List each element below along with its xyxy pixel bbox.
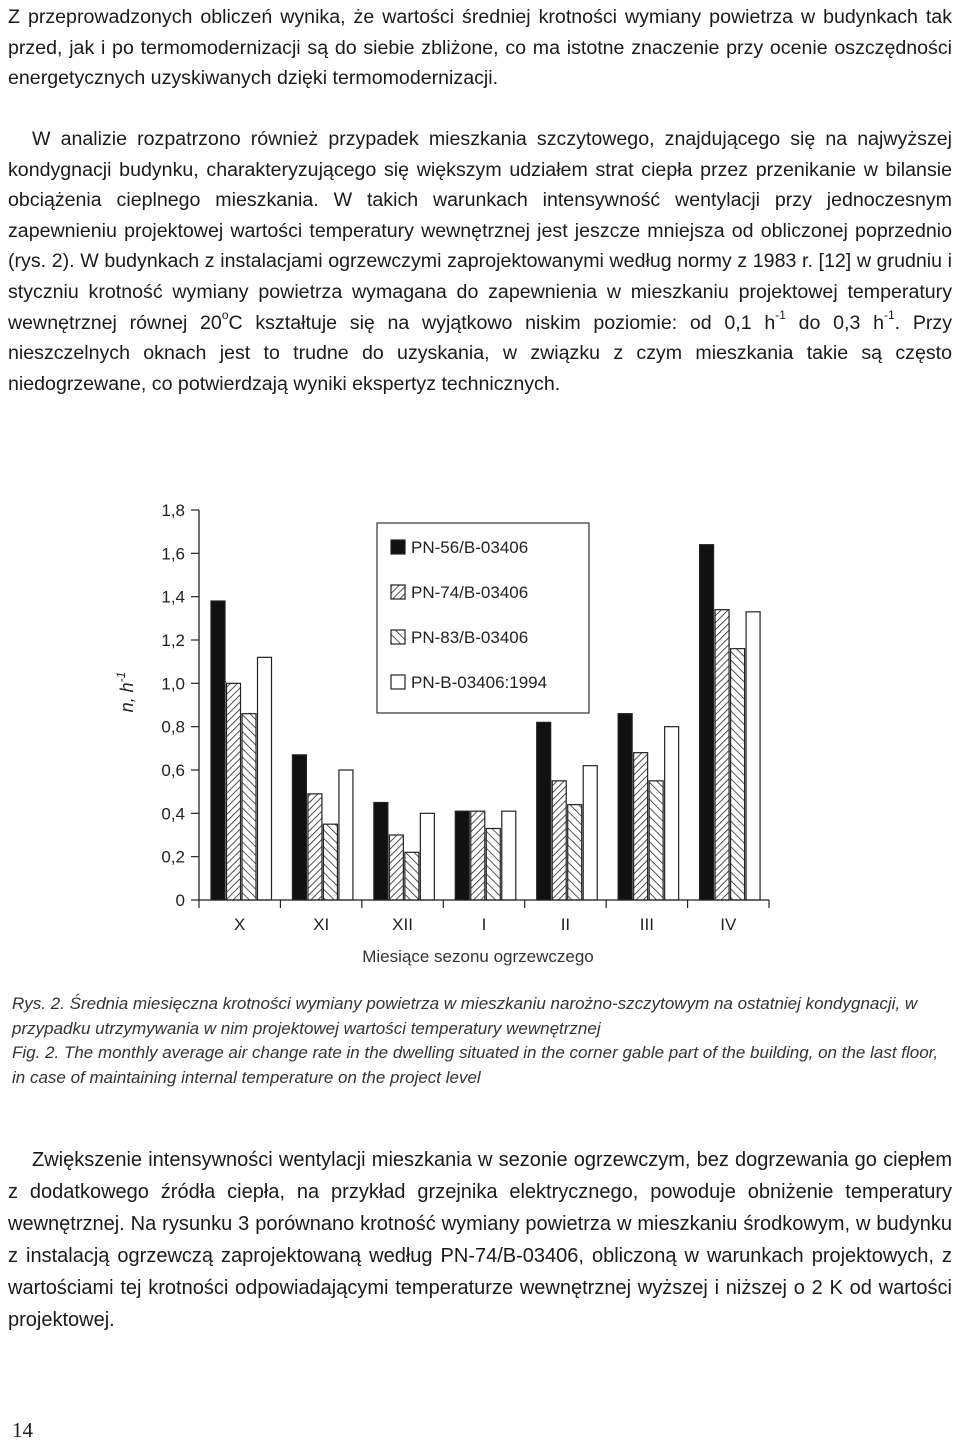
caption-english: Fig. 2. The monthly average air change rate in the dwelling situated in the corner gable part of the building, on the last floor, in case of maintaining internal temperature on the project level: [12, 1043, 939, 1087]
bar-solid-I: [455, 811, 469, 900]
bar-empty-II: [583, 766, 597, 900]
bar-hatch-left-I: [486, 829, 500, 901]
bar-hatch-left-IV: [731, 649, 745, 900]
bar-empty-XII: [420, 813, 434, 900]
legend-label: PN-56/B-03406: [411, 538, 529, 557]
bar-hatch-right-IV: [715, 610, 729, 900]
y-tick-label: 0: [175, 891, 185, 910]
y-axis-label-text: n, h: [117, 682, 137, 713]
legend-swatch: [391, 630, 405, 644]
y-tick-label: 1,0: [161, 674, 185, 694]
bar-hatch-right-I: [471, 811, 485, 900]
bar-hatch-right-X: [227, 683, 241, 900]
legend-label: PN-83/B-03406: [411, 628, 529, 647]
bar-hatch-left-II: [568, 805, 582, 900]
y-tick-label: 1,2: [161, 631, 185, 650]
y-tick-label: 1,8: [161, 501, 185, 520]
paragraph-analysis-part-b: C kształtuje się na wyjątkowo niskim poziomie: od 0,1 h: [228, 311, 776, 334]
legend-swatch: [391, 540, 405, 554]
x-tick-label: III: [639, 915, 654, 934]
x-axis: [199, 900, 769, 934]
bar-empty-X: [258, 657, 272, 900]
page-number: 14: [12, 1418, 33, 1442]
paragraph-ventilation: Zwiększenie intensywności wentylacji mieszkania w sezonie ogrzewczym, bez dogrzewania go ciepłem z dodatkowego źródła ciepła, na przykład grzejnika elektrycznego, powoduje obniżenie temperatury wewnętrznej. Na rysunku 3 porównano krotność wymiany powietrza w mieszkaniu środkowym, w budynku z instalacją ogrzewczą zaprojektowaną według PN-74/B-03406, obliczoną w warunkach projektowych, z wartościami tej krotności odpowiadającymi temperaturze wewnętrznej wyższej i niższej o 2 K od wartości projektowej.: [8, 1149, 952, 1331]
bar-solid-III: [618, 714, 632, 900]
paragraph-analysis-part-a: W analizie rozpatrzono również przypadek mieszkania szczytowego, znajdującego się na najwyższej kondygnacji budynku, charakteryzującego się większym udziałem strat ciepła przez przenikanie w bilansie obciążenia cieplnego mieszkania. W takich warunkach intensywność wentylacji przy jednoczesnym zapewnieniu projektowej wartości temperatury wewnętrznej jest jeszcze mniejsza od obliczonej poprzednio (rys. 2). W budynkach z instalacjami ogrzewczymi zaprojektowanymi według normy z 1983 r. [12] w grudniu i styczniu krotność wymiany powietrza wymagana do zapewnienia w mieszkaniu projektowej temperatury wewnętrznej równej 20: [8, 128, 952, 334]
bar-solid-IV: [700, 545, 714, 900]
paragraph-intro: Z przeprowadzonych obliczeń wynika, że wartości średniej krotności wymiany powietrza w budynkach tak przed, jak i po termomodernizacji są do siebie zbliżone, co ma istotne znaczenie przy ocenie oszczędności energetycznych uzyskiwanych dzięki termomodernizacji.: [8, 6, 952, 90]
y-axis-label-sup: -1: [114, 671, 128, 683]
bar-hatch-right-III: [634, 753, 648, 900]
unit-superscript: -1: [775, 308, 786, 323]
y-tick-label: 0,6: [161, 761, 185, 780]
x-tick-label: IV: [720, 915, 737, 934]
bar-empty-III: [665, 727, 679, 900]
degree-superscript: o: [221, 308, 229, 323]
bar-solid-X: [211, 601, 225, 900]
x-axis-label: Miesiące sezonu ogrzewczego: [362, 947, 594, 966]
bar-hatch-right-II: [552, 781, 566, 900]
x-tick-label: I: [481, 915, 487, 934]
y-tick-label: 0,2: [161, 847, 185, 867]
x-tick-label: X: [234, 915, 246, 934]
bar-hatch-left-III: [649, 781, 663, 900]
bar-hatch-left-XII: [405, 852, 419, 900]
paragraph-analysis-part-d: . Przy nieszczelnych oknach jest to trudne do uzyskania, w związku z czym mieszkania takie są często niedogrzewane, co potwierdzają wyniki ekspertyz technicznych.: [8, 311, 953, 395]
bar-solid-XII: [374, 803, 388, 901]
legend-swatch: [391, 585, 405, 599]
paragraph-analysis: [8, 124, 952, 399]
unit-superscript: -1: [884, 308, 895, 323]
bar-solid-II: [537, 722, 551, 900]
x-tick-label: XII: [392, 915, 413, 934]
air-change-bar-chart: [95, 500, 795, 980]
y-tick-label: 0,4: [161, 804, 185, 824]
figure-caption: [12, 992, 956, 1090]
x-tick-label: II: [560, 915, 571, 934]
bar-solid-XI: [292, 755, 306, 900]
caption-polish: Rys. 2. Średnia miesięczna krotności wymiany powietrza w mieszkaniu narożno-szczytowym na ostatniej kondygnacji, w przypadku utrzymywania w nim projektowej wartości temperatury wewnętrznej: [12, 994, 918, 1038]
bar-empty-IV: [746, 612, 760, 900]
legend: [377, 523, 589, 713]
y-axis-label: [114, 672, 137, 713]
bar-hatch-right-XII: [389, 835, 403, 900]
y-tick-label: 0,8: [161, 717, 185, 737]
y-tick-label: 1,4: [161, 587, 185, 607]
paragraph-analysis-part-c: do 0,3 h: [785, 311, 884, 334]
bar-empty-I: [502, 811, 516, 900]
bar-hatch-right-XI: [308, 794, 322, 900]
legend-label: PN-74/B-03406: [411, 583, 529, 602]
bar-empty-XI: [339, 770, 353, 900]
legend-swatch: [391, 675, 405, 689]
y-axis: [161, 501, 199, 910]
x-tick-label: XI: [313, 915, 330, 934]
bar-hatch-left-X: [242, 714, 256, 900]
y-tick-label: 1,6: [161, 544, 185, 564]
legend-label: PN-B-03406:1994: [411, 673, 548, 692]
bar-hatch-left-XI: [323, 824, 337, 900]
